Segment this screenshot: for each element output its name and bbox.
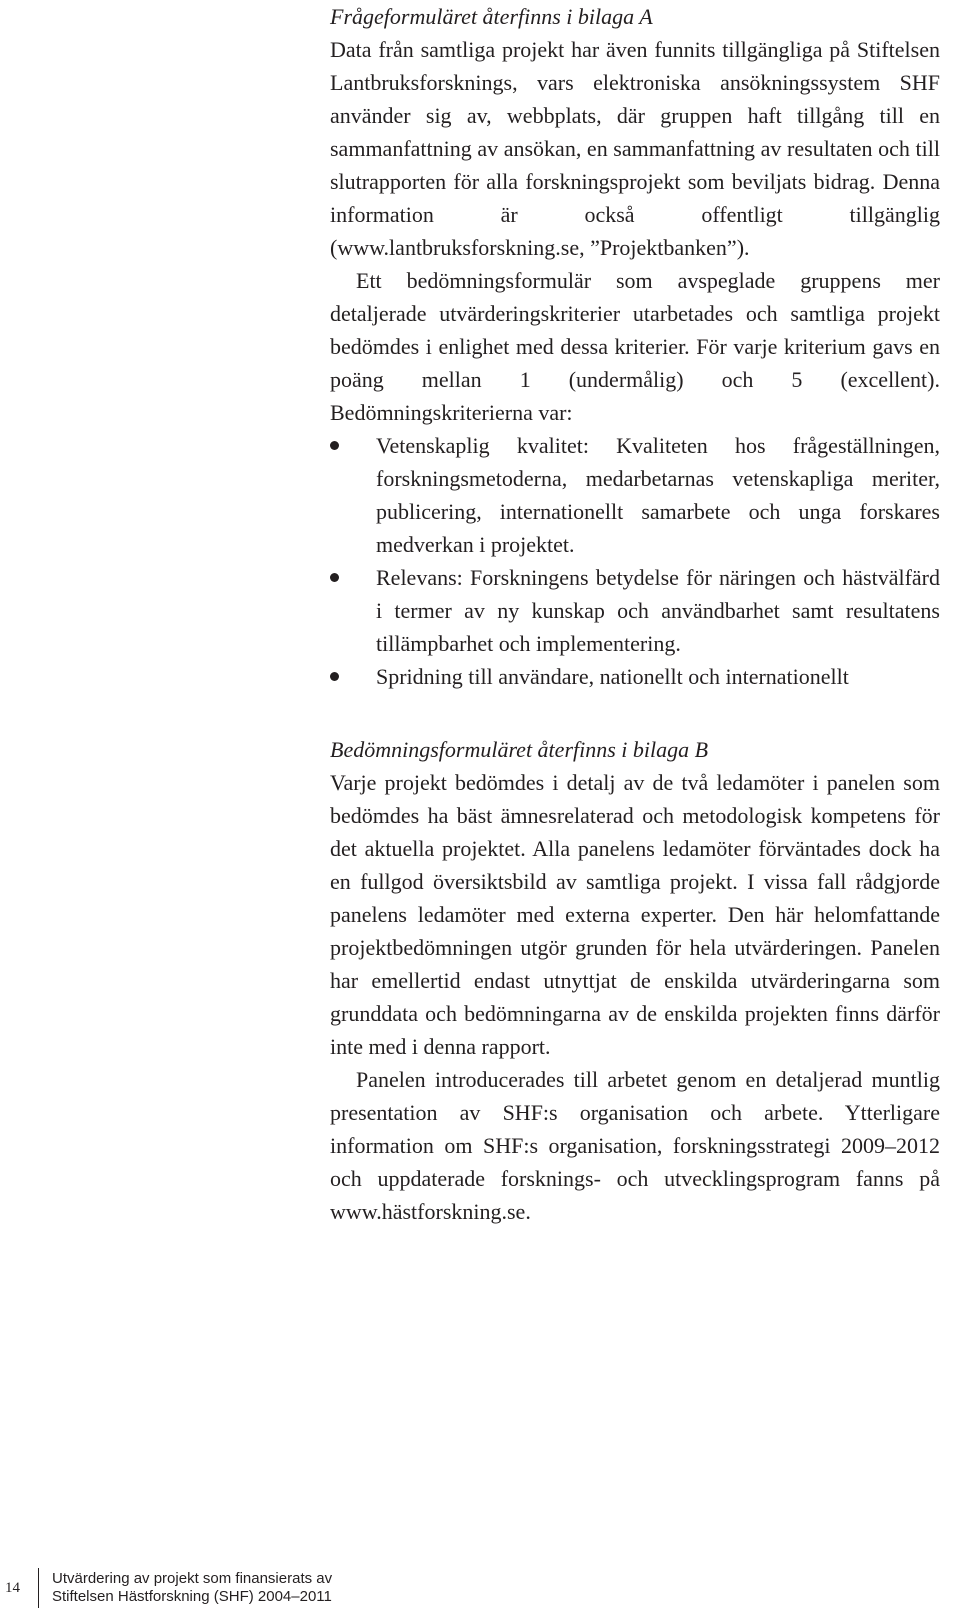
section-b-paragraph-1: Varje projekt bedömdes i detalj av de två ledamöter i panelen som bedömdes ha bäst ämnesrelaterad och metodologisk kompetens för det aktuella projektet. Alla panelens ledamöter förväntades dock ha en fullgod översiktsbild av samtliga projekt. I vissa fall rådgjorde panelens ledamöter med externa experter. Den här helomfattande projektbedömningen utgör grunden för hela utvärderingen. Panelen har emellertid endast utnyttjat de enskilda utvärderingarna som grunddata och bedömningarna av de enskilda projekten finns därför inte med i denna rapport.	[330, 770, 940, 1059]
bullet-icon	[330, 441, 339, 450]
list-item	[330, 561, 940, 660]
footer-divider	[38, 1568, 39, 1608]
footer-title	[52, 1570, 332, 1606]
section-a-heading: Frågeformuläret återfinns i bilaga A	[330, 4, 653, 29]
bullet-icon	[330, 573, 339, 582]
page-footer	[0, 1568, 960, 1608]
page-number: 14	[5, 1580, 20, 1596]
list-item	[330, 660, 940, 693]
criteria-text-quality: Vetenskaplig kvalitet: Kvaliteten hos frågeställningen, forskningsmetoderna, medarbetarnas vetenskapliga meriter, publicering, internationellt samarbete och unga forskares medverkan i projektet.	[376, 433, 940, 557]
section-spacer	[330, 693, 940, 733]
document-body	[330, 0, 940, 1228]
section-a-paragraph-2: Ett bedömningsformulär som avspeglade gruppens mer detaljerade utvärderingskriterier utarbetades och samtliga projekt bedömdes i enlighet med dessa kriterier. För varje kriterium gavs en poäng mellan 1 (undermålig) och 5 (excellent). Bedömningskriterierna var:	[330, 268, 940, 425]
footer-title-line-1: Utvärdering av projekt som finansierats av	[52, 1570, 333, 1587]
list-item	[330, 429, 940, 561]
footer-title-line-2: Stiftelsen Hästforskning (SHF) 2004–2011	[52, 1588, 332, 1605]
criteria-list	[330, 429, 940, 693]
section-a-paragraph-1: Data från samtliga projekt har även funnits tillgängliga på Stiftelsen Lantbruksforsknings, vars elektroniska ansökningssystem SHF använder sig av, webbplats, där gruppen haft tillgång till en sammanfattning av ansökan, en sammanfattning av resultaten och till slutrapporten för alla forskningsprojekt som beviljats bidrag. Denna information är också offentligt tillgänglig (www.lantbruksforskning.se, ”Projektbanken”).	[330, 37, 940, 260]
criteria-text-dissemination: Spridning till användare, nationellt och internationellt	[376, 664, 849, 689]
section-b-paragraph-2: Panelen introducerades till arbetet genom en detaljerad muntlig presentation av SHF:s organisation och arbete. Ytterligare information om SHF:s organisation, forskningsstrategi 2009–2012 och uppdaterade forsknings- och utvecklingsprogram fanns på www.hästforskning.se.	[330, 1067, 940, 1224]
criteria-text-relevance: Relevans: Forskningens betydelse för näringen och hästvälfärd i termer av ny kunskap och användbarhet samt resultatens tillämpbarhet och implementering.	[376, 565, 940, 656]
section-b-heading: Bedömningsformuläret återfinns i bilaga B	[330, 737, 709, 762]
bullet-icon	[330, 672, 339, 681]
